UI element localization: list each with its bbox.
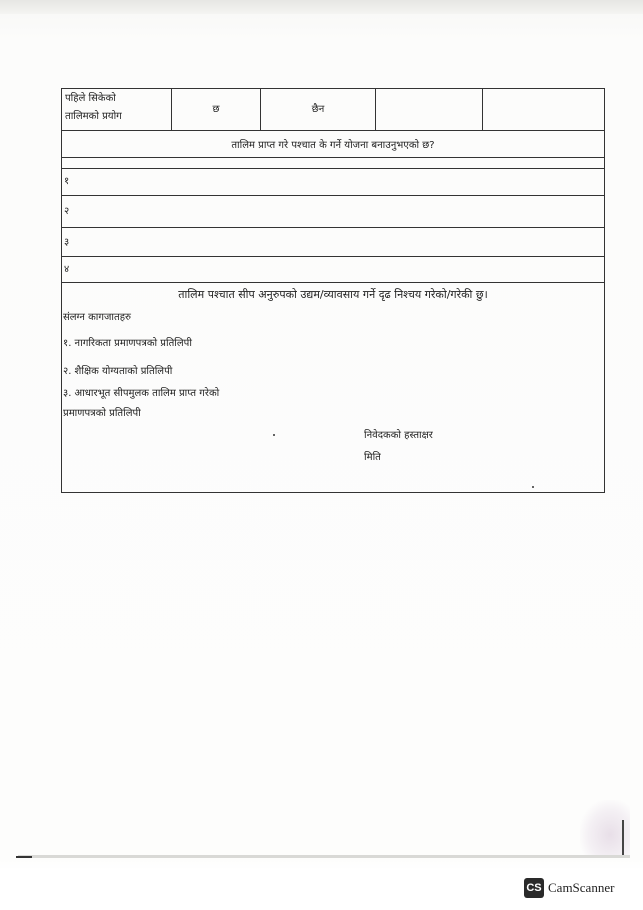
plan-row-1-input[interactable] <box>62 171 604 195</box>
scan-bottom-edge <box>18 855 630 858</box>
attachment-item: ३. आधारभूत सीपमुलक तालिम प्राप्त गरेको <box>63 388 220 399</box>
plan-row-2-input[interactable] <box>62 197 604 225</box>
plan-row-4-input[interactable] <box>62 258 604 282</box>
scan-edge-mark <box>622 820 624 856</box>
option-yes-cell[interactable] <box>172 89 261 130</box>
option-yes-label: छ <box>212 104 220 115</box>
scan-top-shadow <box>0 0 643 14</box>
option-no-cell[interactable] <box>261 89 376 130</box>
attachment-item: १. नागरिकता प्रमाणपत्रको प्रतिलिपी <box>63 338 192 349</box>
prior-training-label-cell <box>62 89 172 130</box>
divider <box>62 227 604 228</box>
application-form-table <box>61 88 605 493</box>
plan-row-3-input[interactable] <box>62 229 604 255</box>
date-label: मिति <box>364 452 381 463</box>
divider <box>62 282 604 283</box>
plan-row-1-number: १ <box>64 176 70 187</box>
plan-row-3-number: ३ <box>64 237 70 248</box>
divider <box>62 256 604 257</box>
blank-cell-1[interactable] <box>376 89 483 130</box>
scan-bottom-mark <box>16 856 32 858</box>
camscanner-watermark: CamScanner <box>548 880 615 895</box>
attachment-item: प्रमाणपत्रको प्रतिलिपी <box>63 408 141 419</box>
attachment-item: २. शैक्षिक योग्यताको प्रतिलिपी <box>63 366 173 377</box>
camscanner-logo: CS <box>524 878 544 898</box>
divider <box>62 168 604 169</box>
plan-row-4-number: ४ <box>64 264 70 275</box>
prior-training-label: पहिले सिकेको तालिमको प्रयोग <box>65 93 122 122</box>
blank-cell-2[interactable] <box>483 89 604 130</box>
scan-dot <box>273 434 275 436</box>
commitment-statement: तालिम पश्चात सीप अनुरुपको उद्यम/व्यावसाय गर्ने दृढ निश्चय गरेको/गरेकी छु। <box>178 288 488 301</box>
prior-training-row <box>62 89 604 130</box>
divider <box>62 130 604 131</box>
attachments-title: संलग्न कागजातहरु <box>63 312 131 323</box>
option-no-label: छैन <box>311 104 325 115</box>
plan-title: तालिम प्राप्त गरे पश्चात के गर्ने योजना बनाउनुभएको छ? <box>231 140 435 151</box>
divider <box>62 157 604 158</box>
plan-row-2-number: २ <box>64 206 70 217</box>
scan-dot <box>532 486 534 488</box>
divider <box>62 195 604 196</box>
applicant-signature-label: निवेदकको हस्ताक्षर <box>364 430 433 441</box>
